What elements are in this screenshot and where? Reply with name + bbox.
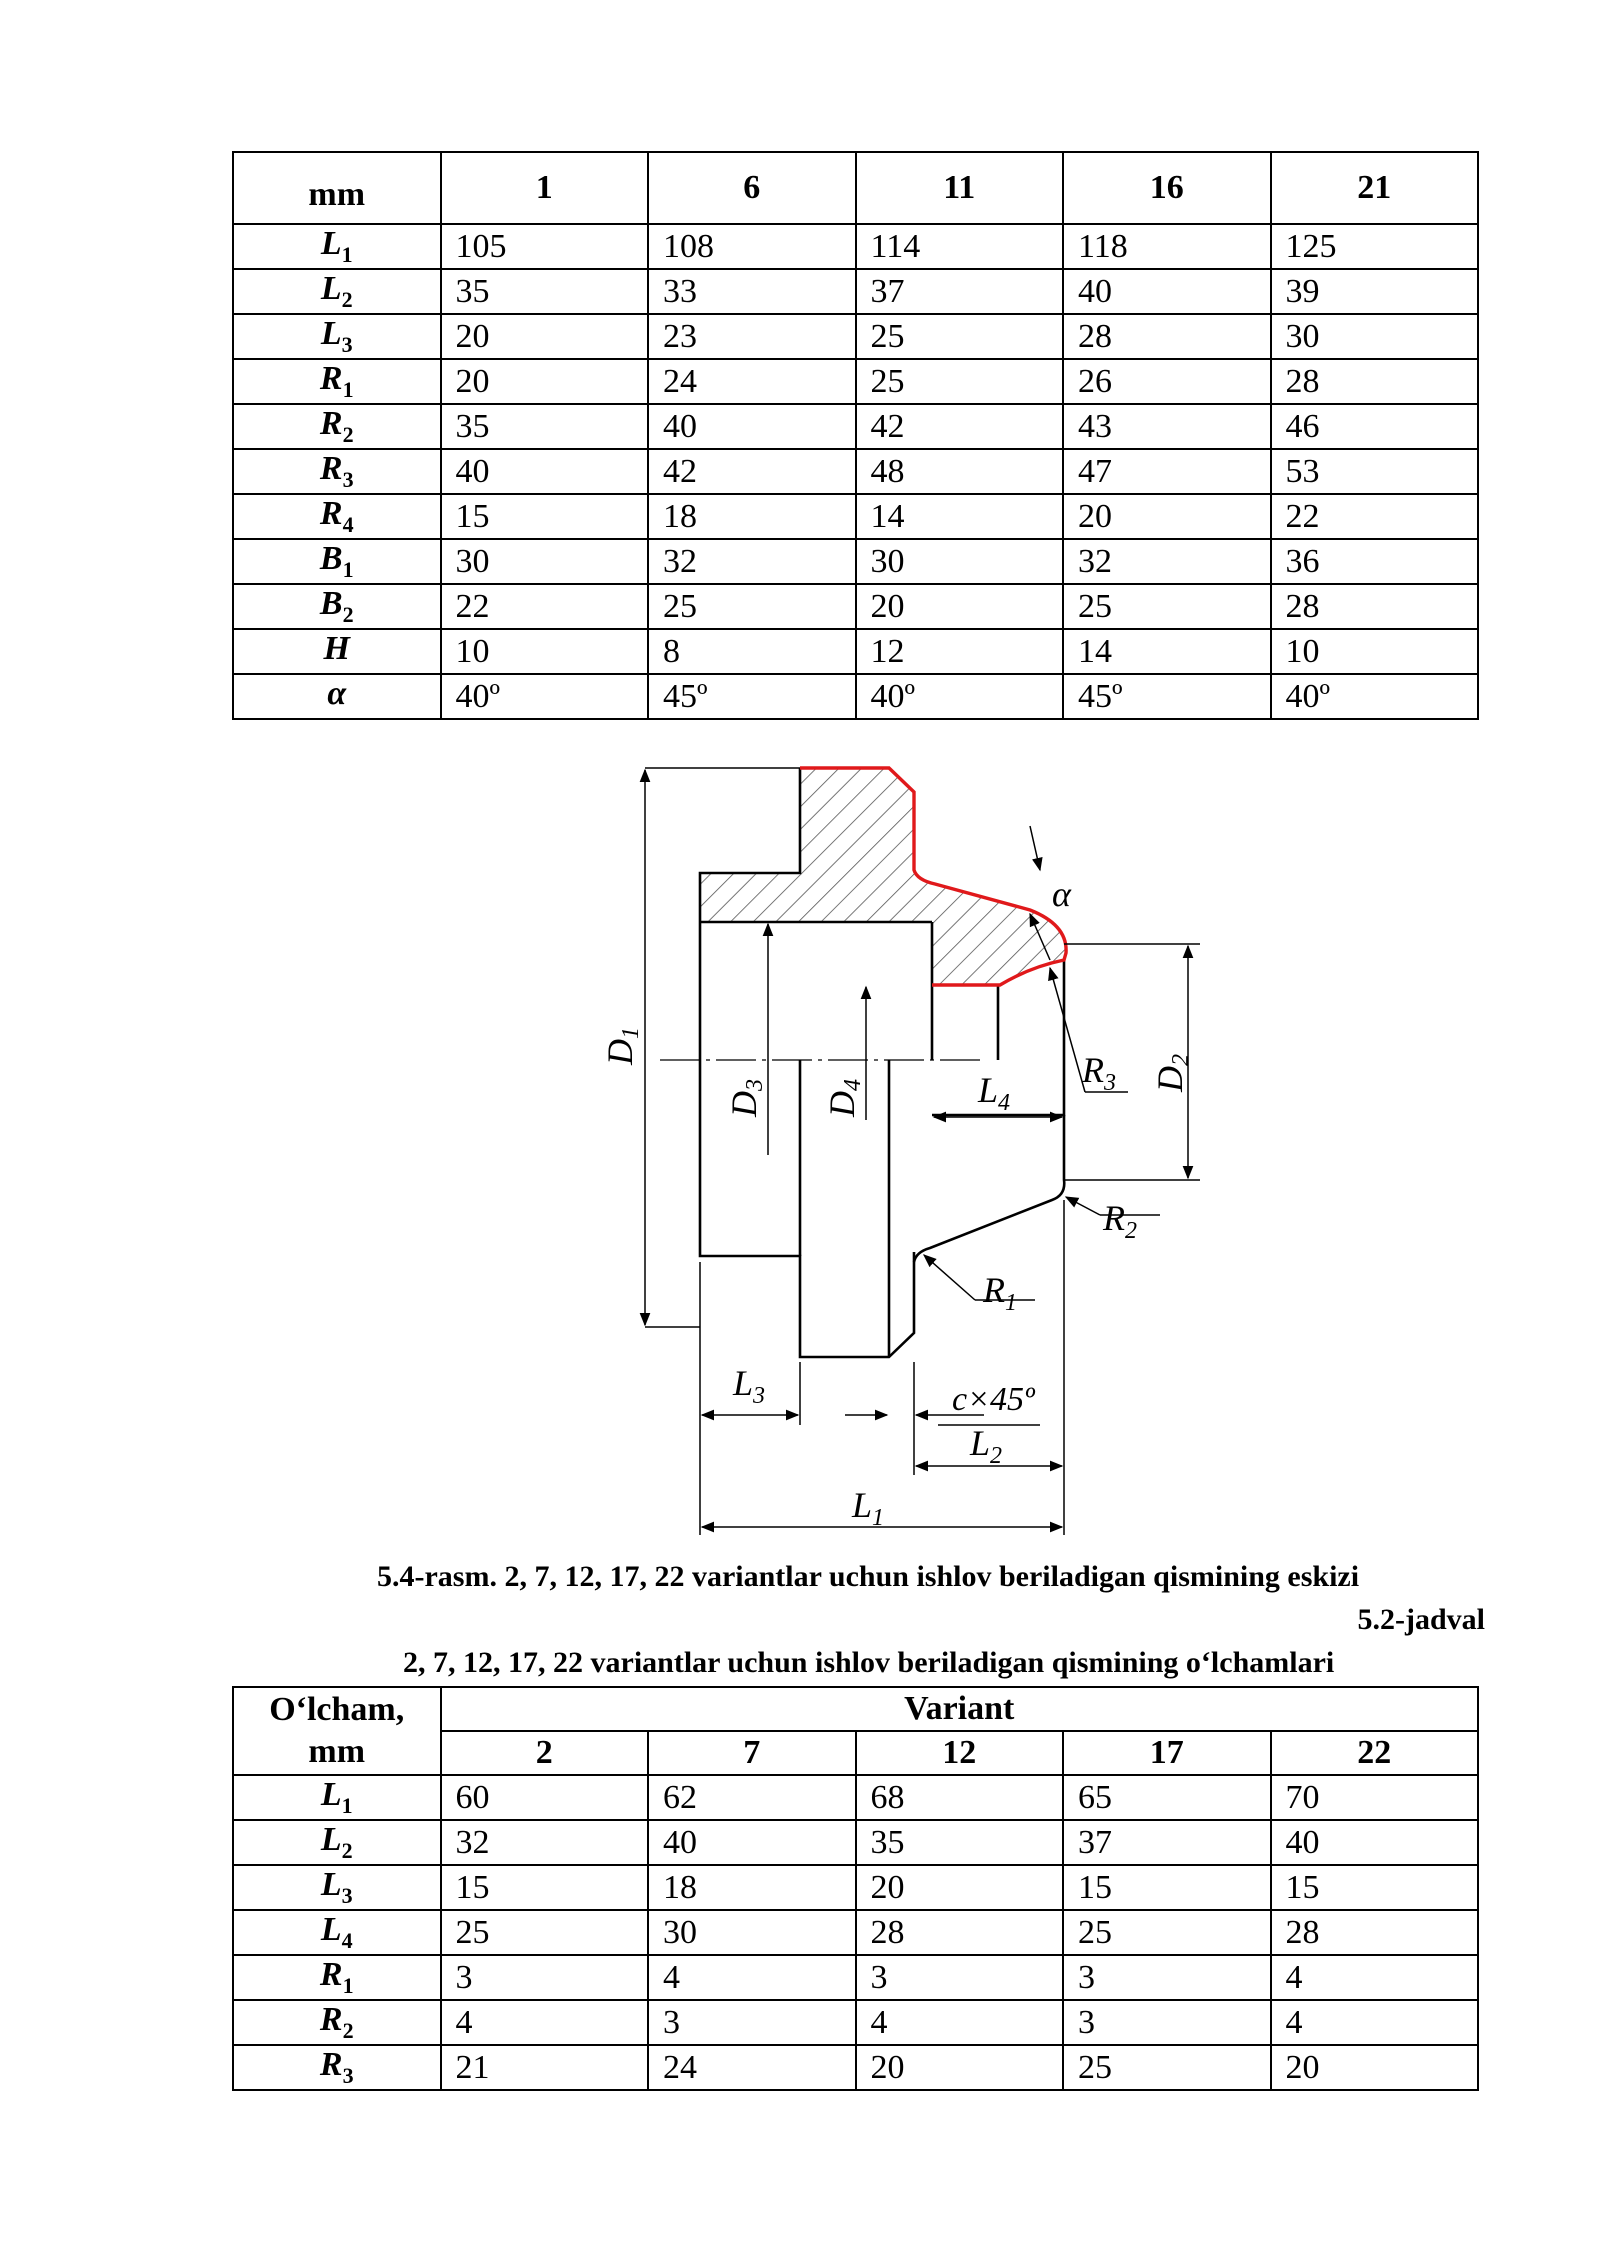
value-cell: 25	[1063, 584, 1271, 629]
table-row	[233, 359, 1478, 404]
value-cell: 21	[441, 2045, 649, 2090]
value-cell: 40	[648, 1820, 856, 1865]
value-cell: 18	[648, 1865, 856, 1910]
table-row	[233, 2000, 1478, 2045]
value-cell: 35	[441, 269, 649, 314]
value-cell: 37	[856, 269, 1064, 314]
variant-header: 12	[856, 1731, 1064, 1775]
value-cell: 10	[441, 629, 649, 674]
hatched-section	[700, 768, 1066, 985]
parameter-index: 2	[342, 601, 354, 627]
value-cell: 42	[856, 404, 1064, 449]
variant-header: 7	[648, 1731, 856, 1775]
dim-label-l2: $L_2$	[970, 1423, 1003, 1469]
parameter-letter: α	[327, 675, 347, 713]
dim-label-d2: D2	[1150, 1054, 1194, 1092]
table-top-body	[233, 224, 1478, 719]
value-cell: 3	[856, 1955, 1064, 2000]
parameter-letter: L	[320, 1911, 342, 1949]
value-cell: 14	[1063, 629, 1271, 674]
unit-header: mm	[233, 152, 441, 224]
value-cell: 28	[1271, 584, 1479, 629]
parameter-symbol	[233, 449, 441, 494]
parameter-letter: R	[319, 495, 343, 533]
value-cell: 3	[1063, 1955, 1271, 2000]
value-cell: 45º	[1063, 674, 1271, 719]
value-cell: 42	[648, 449, 856, 494]
parameter-symbol	[233, 2000, 441, 2045]
parameter-index: 3	[341, 331, 353, 357]
value-cell: 4	[856, 2000, 1064, 2045]
value-cell: 36	[1271, 539, 1479, 584]
dimensions-table-variants-1-6-11-16-21	[232, 151, 1479, 720]
value-cell: 25	[1063, 2045, 1271, 2090]
variant-header: 2	[441, 1731, 649, 1775]
value-cell: 37	[1063, 1820, 1271, 1865]
value-cell: 60	[441, 1775, 649, 1820]
parameter-symbol	[233, 1775, 441, 1820]
parameter-symbol	[233, 2045, 441, 2090]
table-row	[233, 584, 1478, 629]
value-cell: 48	[856, 449, 1064, 494]
variant-group-header: Variant	[441, 1687, 1479, 1731]
value-cell: 24	[648, 359, 856, 404]
value-cell: 23	[648, 314, 856, 359]
value-cell: 14	[856, 494, 1064, 539]
parameter-index: 4	[341, 1927, 353, 1953]
parameter-symbol	[233, 674, 441, 719]
value-cell: 40º	[856, 674, 1064, 719]
parameter-index: 2	[342, 2017, 354, 2043]
value-cell: 70	[1271, 1775, 1479, 1820]
parameter-letter: L	[320, 270, 342, 308]
table-row	[233, 539, 1478, 584]
value-cell: 25	[1063, 1910, 1271, 1955]
value-cell: 39	[1271, 269, 1479, 314]
value-cell: 108	[648, 224, 856, 269]
dimensions-table-variants-2-7-12-17-22	[232, 1686, 1479, 2091]
table-row	[233, 2045, 1478, 2090]
value-cell: 28	[1271, 359, 1479, 404]
value-cell: 40	[648, 404, 856, 449]
value-cell: 30	[648, 1910, 856, 1955]
table-row	[233, 1820, 1478, 1865]
value-cell: 125	[1271, 224, 1479, 269]
dim-label-r3: $R_3$	[1082, 1050, 1116, 1096]
table-number-label: 5.2-jadval	[1357, 1603, 1485, 1636]
parameter-letter: R	[319, 360, 343, 398]
parameter-symbol	[233, 1955, 441, 2000]
table-row	[233, 1775, 1478, 1820]
value-cell: 20	[856, 1865, 1064, 1910]
dim-label-r2: $R_2$	[1103, 1198, 1137, 1244]
parameter-letter: L	[320, 1776, 342, 1814]
parameter-letter: R	[319, 405, 343, 443]
value-cell: 28	[1271, 1910, 1479, 1955]
dim-label-l3: $L_3$	[733, 1363, 766, 1409]
value-cell: 3	[441, 1955, 649, 2000]
table-row	[233, 674, 1478, 719]
value-cell: 8	[648, 629, 856, 674]
dim-label-r1: $R_1$	[983, 1270, 1017, 1316]
parameter-symbol	[233, 584, 441, 629]
parameter-index: 4	[342, 511, 354, 537]
value-cell: 114	[856, 224, 1064, 269]
value-cell: 30	[1271, 314, 1479, 359]
value-cell: 33	[648, 269, 856, 314]
value-cell: 15	[1271, 1865, 1479, 1910]
value-cell: 43	[1063, 404, 1271, 449]
parameter-index: 2	[341, 1837, 353, 1863]
value-cell: 20	[856, 584, 1064, 629]
value-cell: 26	[1063, 359, 1271, 404]
value-cell: 25	[856, 314, 1064, 359]
value-cell: 45º	[648, 674, 856, 719]
table-title: 2, 7, 12, 17, 22 variantlar uchun ishlov beriladigan qismining o‘lchamlari	[403, 1646, 1335, 1679]
parameter-letter: L	[320, 315, 342, 353]
value-cell: 15	[441, 1865, 649, 1910]
table-row	[233, 404, 1478, 449]
value-cell: 15	[441, 494, 649, 539]
figure-caption: 5.4-rasm. 2, 7, 12, 17, 22 variantlar uchun ishlov beriladigan qismining eskizi	[377, 1560, 1360, 1593]
parameter-index: 3	[341, 1882, 353, 1908]
parameter-letter: R	[319, 1956, 343, 1994]
dim-label-chamfer: c×45º	[952, 1381, 1035, 1418]
parameter-symbol	[233, 224, 441, 269]
dimension-header-unit: mm	[308, 1733, 366, 1770]
parameter-letter: R	[319, 2001, 343, 2039]
parameter-index: 1	[341, 241, 353, 267]
table-row	[233, 1865, 1478, 1910]
value-cell: 46	[1271, 404, 1479, 449]
value-cell: 4	[1271, 1955, 1479, 2000]
value-cell: 25	[648, 584, 856, 629]
parameter-symbol	[233, 1865, 441, 1910]
parameter-symbol	[233, 1910, 441, 1955]
value-cell: 35	[856, 1820, 1064, 1865]
variant-header: 17	[1063, 1731, 1271, 1775]
value-cell: 40º	[1271, 674, 1479, 719]
parameter-letter: B	[319, 585, 343, 623]
parameter-symbol	[233, 494, 441, 539]
dim-label-d4: D4	[822, 1079, 866, 1117]
variant-header: 22	[1271, 1731, 1479, 1775]
table-row	[233, 314, 1478, 359]
parameter-symbol	[233, 404, 441, 449]
value-cell: 4	[441, 2000, 649, 2045]
table-header-row	[233, 1687, 1478, 1731]
table-row	[233, 1910, 1478, 1955]
table-bottom-body	[233, 1775, 1478, 2090]
value-cell: 105	[441, 224, 649, 269]
value-cell: 40º	[441, 674, 649, 719]
table-header-row	[233, 152, 1478, 224]
value-cell: 118	[1063, 224, 1271, 269]
parameter-index: 1	[342, 1972, 354, 1998]
parameter-letter: H	[323, 630, 350, 668]
value-cell: 28	[856, 1910, 1064, 1955]
value-cell: 4	[1271, 2000, 1479, 2045]
parameter-symbol	[233, 359, 441, 404]
value-cell: 62	[648, 1775, 856, 1820]
value-cell: 20	[1271, 2045, 1479, 2090]
value-cell: 15	[1063, 1865, 1271, 1910]
value-cell: 35	[441, 404, 649, 449]
variant-header: 11	[856, 152, 1064, 224]
table-row	[233, 1955, 1478, 2000]
value-cell: 40	[1271, 1820, 1479, 1865]
value-cell: 4	[648, 1955, 856, 2000]
value-cell: 40	[1063, 269, 1271, 314]
value-cell: 10	[1271, 629, 1479, 674]
value-cell: 25	[441, 1910, 649, 1955]
dimension-header	[233, 1687, 441, 1775]
variant-header: 16	[1063, 152, 1271, 224]
value-cell: 20	[441, 314, 649, 359]
variant-header: 1	[441, 152, 649, 224]
value-cell: 68	[856, 1775, 1064, 1820]
dim-label-l4: $L_4$	[978, 1070, 1011, 1116]
value-cell: 22	[1271, 494, 1479, 539]
table-row	[233, 269, 1478, 314]
value-cell: 12	[856, 629, 1064, 674]
parameter-symbol	[233, 269, 441, 314]
parameter-letter: L	[320, 1866, 342, 1904]
variant-header: 6	[648, 152, 856, 224]
value-cell: 28	[1063, 314, 1271, 359]
value-cell: 24	[648, 2045, 856, 2090]
dim-label-d1: D1	[600, 1027, 644, 1065]
value-cell: 20	[856, 2045, 1064, 2090]
parameter-symbol	[233, 539, 441, 584]
parameter-index: 1	[342, 376, 354, 402]
parameter-index: 3	[342, 466, 354, 492]
dim-label-l1: $L_1$	[852, 1485, 885, 1531]
parameter-letter: B	[319, 540, 343, 578]
dimension-header-label: O‘lcham,	[269, 1690, 405, 1728]
part-sketch-drawing	[580, 750, 1220, 1560]
value-cell: 3	[1063, 2000, 1271, 2045]
table-row	[233, 629, 1478, 674]
value-cell: 3	[648, 2000, 856, 2045]
parameter-letter: L	[320, 225, 342, 263]
value-cell: 20	[441, 359, 649, 404]
parameter-index: 1	[342, 556, 354, 582]
value-cell: 30	[441, 539, 649, 584]
value-cell: 32	[1063, 539, 1271, 584]
parameter-symbol	[233, 1820, 441, 1865]
parameter-letter: R	[319, 450, 343, 488]
value-cell: 30	[856, 539, 1064, 584]
value-cell: 53	[1271, 449, 1479, 494]
parameter-index: 2	[341, 286, 353, 312]
value-cell: 65	[1063, 1775, 1271, 1820]
dim-label-alpha: α	[1052, 874, 1071, 914]
value-cell: 47	[1063, 449, 1271, 494]
value-cell: 32	[648, 539, 856, 584]
variant-header: 21	[1271, 152, 1479, 224]
dim-label-d3: D3	[724, 1079, 768, 1117]
value-cell: 32	[441, 1820, 649, 1865]
parameter-index: 1	[341, 1792, 353, 1818]
value-cell: 22	[441, 584, 649, 629]
table-row	[233, 449, 1478, 494]
table-row	[233, 494, 1478, 539]
table-row	[233, 224, 1478, 269]
value-cell: 20	[1063, 494, 1271, 539]
parameter-index: 3	[342, 2062, 354, 2088]
parameter-symbol	[233, 629, 441, 674]
value-cell: 40	[441, 449, 649, 494]
parameter-symbol	[233, 314, 441, 359]
value-cell: 18	[648, 494, 856, 539]
parameter-letter: L	[320, 1821, 342, 1859]
value-cell: 25	[856, 359, 1064, 404]
parameter-letter: R	[319, 2046, 343, 2084]
parameter-index: 2	[342, 421, 354, 447]
